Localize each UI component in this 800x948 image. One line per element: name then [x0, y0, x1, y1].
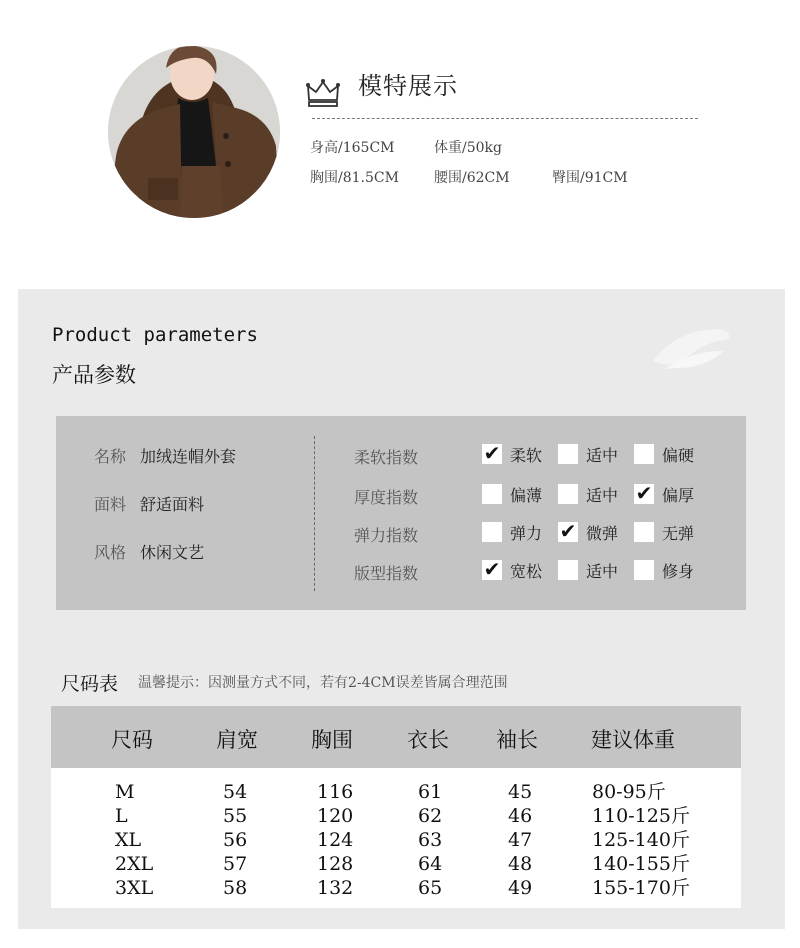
index-option-label: 适中 [586, 485, 619, 505]
table-cell: 57 [223, 853, 248, 875]
brush-stroke-decoration [645, 321, 735, 376]
table-cell: 3XL [115, 877, 154, 899]
index-option-label: 修身 [662, 561, 695, 581]
table-cell: 80-95斤 [592, 781, 666, 803]
table-cell: L [115, 805, 128, 827]
header-bust: 胸围 [311, 728, 353, 752]
attr-fabric: 面料 舒适面料 [94, 495, 205, 514]
index-option[interactable] [558, 559, 618, 581]
checkbox[interactable] [482, 484, 502, 504]
index-option[interactable] [482, 440, 543, 465]
table-cell: 128 [317, 853, 354, 875]
attr-style: 风格 休闲文艺 [94, 543, 205, 562]
index-option[interactable] [482, 521, 542, 543]
table-cell: 132 [317, 877, 354, 899]
checkbox-checked[interactable] [482, 440, 502, 465]
index-option[interactable] [634, 480, 695, 505]
table-cell: 45 [508, 781, 533, 803]
table-cell: 2XL [115, 853, 154, 875]
header-shoulder: 肩宽 [216, 728, 258, 752]
table-cell: 54 [223, 781, 248, 803]
table-cell: XL [115, 829, 142, 851]
dashed-divider [312, 118, 698, 119]
model-weight: 体重/50kg [434, 140, 502, 156]
table-cell: 46 [508, 805, 533, 827]
vertical-dashed-divider [314, 436, 315, 591]
size-chart-title: 尺码表 [61, 673, 119, 695]
model-photo [108, 46, 280, 218]
table-cell: 62 [418, 805, 443, 827]
table-cell: 61 [418, 781, 443, 803]
index-option-label: 弹力 [510, 523, 543, 543]
size-table-column [418, 780, 442, 900]
checkbox[interactable] [634, 560, 654, 580]
size-table-column [317, 780, 353, 900]
size-table-header [51, 706, 741, 768]
header-length: 衣长 [407, 728, 449, 752]
checkmark-icon: ✔ [559, 518, 577, 543]
table-cell: 125-140斤 [592, 829, 690, 851]
table-cell: 120 [317, 805, 354, 827]
table-cell: 63 [418, 829, 443, 851]
size-table [51, 706, 741, 908]
index-option[interactable] [558, 483, 618, 505]
table-cell: 64 [418, 853, 443, 875]
table-cell: 49 [508, 877, 533, 899]
model-title: 模特展示 [358, 72, 458, 100]
table-cell: 55 [223, 805, 248, 827]
index-option-label: 无弹 [662, 523, 695, 543]
index-option[interactable] [558, 443, 618, 465]
index-option-label: 柔软 [510, 445, 543, 465]
params-title-cn: 产品参数 [52, 363, 136, 387]
table-cell: 56 [223, 829, 248, 851]
index-option[interactable] [634, 443, 694, 465]
params-title-en: Product parameters [52, 324, 258, 346]
size-table-column [508, 780, 532, 900]
parameter-box [56, 416, 746, 610]
index-option[interactable] [482, 483, 542, 505]
table-cell: 47 [508, 829, 533, 851]
model-bust: 胸围/81.5CM [310, 170, 399, 186]
index-option-label: 适中 [586, 445, 619, 465]
checkmark-icon: ✔ [483, 440, 501, 465]
index-option-label: 微弹 [586, 523, 619, 543]
model-height: 身高/165CM [310, 140, 395, 156]
table-cell: 58 [223, 877, 248, 899]
checkbox[interactable] [558, 444, 578, 464]
index-option-label: 偏厚 [662, 485, 695, 505]
index-label: 版型指数 [354, 564, 419, 583]
size-table-column [223, 780, 247, 900]
checkbox-checked[interactable] [558, 518, 578, 543]
size-table-column [592, 780, 690, 900]
table-cell: 124 [317, 829, 354, 851]
index-option-label: 适中 [586, 561, 619, 581]
table-cell: 110-125斤 [592, 805, 690, 827]
table-cell: 155-170斤 [592, 877, 690, 899]
checkmark-icon: ✔ [635, 480, 653, 505]
index-label: 弹力指数 [354, 526, 419, 545]
table-cell: 140-155斤 [592, 853, 690, 875]
index-option[interactable] [558, 518, 619, 543]
checkmark-icon: ✔ [483, 556, 501, 581]
checkbox[interactable] [634, 444, 654, 464]
checkbox[interactable] [558, 560, 578, 580]
index-option[interactable] [482, 556, 543, 581]
size-chart-tip: 温馨提示：因测量方式不同，若有2-4CM误差皆属合理范围 [138, 675, 508, 691]
table-cell: 116 [317, 781, 354, 803]
checkbox-checked[interactable] [482, 556, 502, 581]
index-label: 柔软指数 [354, 448, 419, 467]
table-cell: 65 [418, 877, 443, 899]
index-option[interactable] [634, 559, 694, 581]
product-parameters-section [18, 289, 785, 929]
index-option-label: 宽松 [510, 561, 543, 581]
table-cell: 48 [508, 853, 533, 875]
checkbox[interactable] [558, 484, 578, 504]
header-weight: 建议体重 [591, 728, 675, 752]
header-size: 尺码 [111, 728, 153, 752]
header-sleeve: 袖长 [496, 728, 538, 752]
attr-name: 名称 加绒连帽外套 [94, 447, 237, 466]
index-option-label: 偏薄 [510, 485, 543, 505]
checkbox[interactable] [482, 522, 502, 542]
index-option-label: 偏硬 [662, 445, 695, 465]
crown-icon [306, 78, 340, 108]
index-option[interactable] [634, 521, 694, 543]
size-table-column [115, 780, 153, 900]
model-waist: 腰围/62CM [434, 170, 510, 186]
table-cell: M [115, 781, 135, 803]
model-hip: 臀围/91CM [552, 170, 628, 186]
index-label: 厚度指数 [354, 488, 419, 507]
checkbox-checked[interactable] [634, 480, 654, 505]
checkbox[interactable] [634, 522, 654, 542]
